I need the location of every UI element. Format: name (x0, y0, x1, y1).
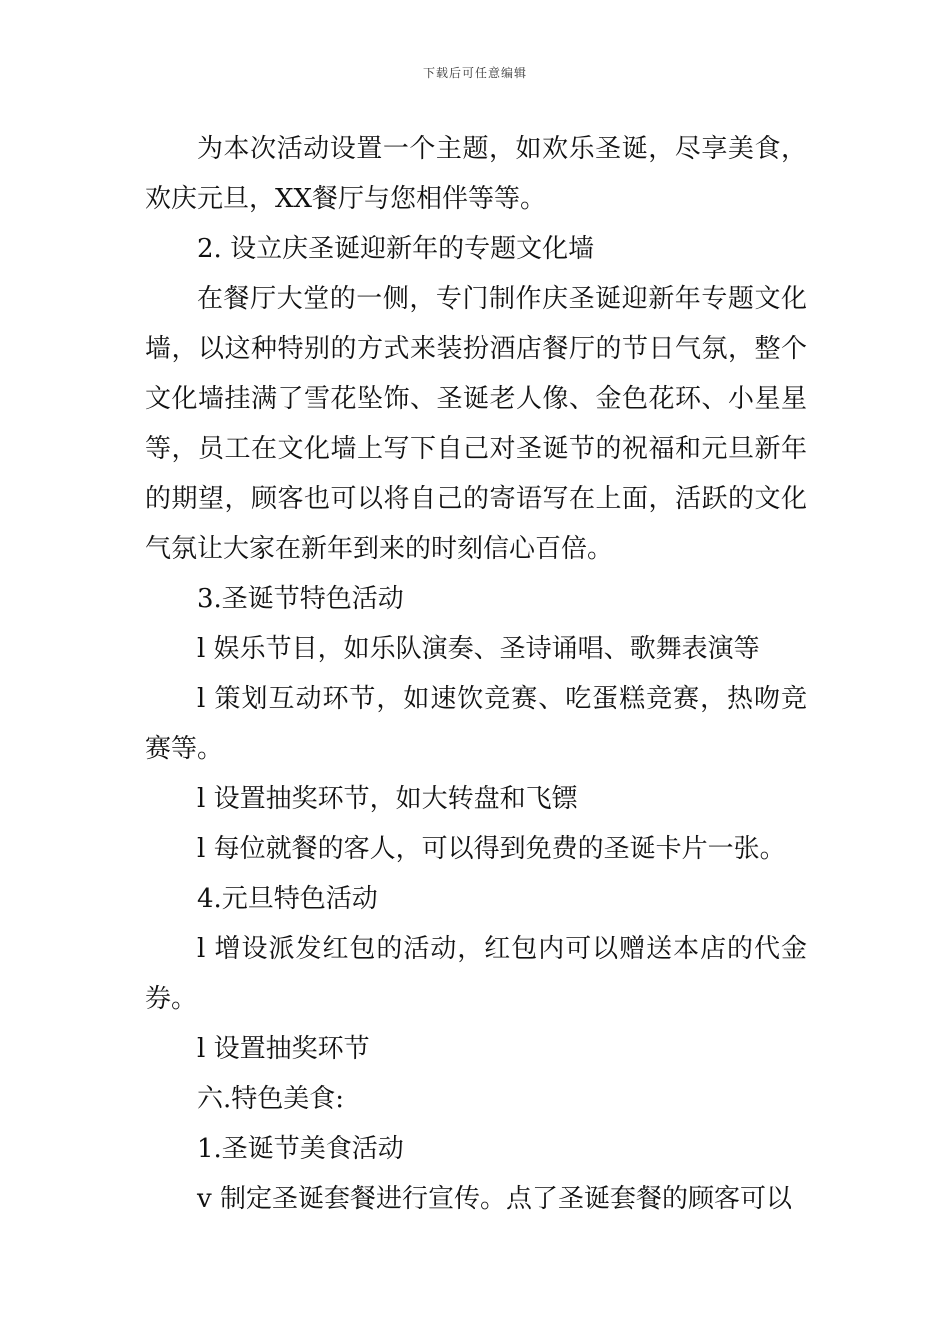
list-item-new-year-lottery: l 设置抽奖环节 (197, 1034, 370, 1064)
paragraph-culture-wall: 在餐厅大堂的一侧，专门制作庆圣诞迎新年专题文化墙，以这种特别的方式来装扮酒店餐厅的节日气氛，整个文化墙挂满了雪花坠饰、圣诞老人像、金色花环、小星星等，员工在文化墙上写下自己对圣诞节的祝福和元旦新年的期望，顾客也可以将自己的寄语写在上面，活跃的文化气氛让大家在新年到来的时刻信心百倍。 (145, 284, 807, 564)
heading-special-food: 六.特色美食: (197, 1084, 345, 1114)
heading-new-year-activities: 4.元旦特色活动 (197, 884, 378, 914)
list-item-red-envelope: l 增设派发红包的活动，红包内可以赠送本店的代金券。 (145, 934, 807, 1014)
list-item-entertainment: l 娱乐节目，如乐队演奏、圣诗诵唱、歌舞表演等 (197, 634, 760, 664)
paragraph-theme: 为本次活动设置一个主题，如欢乐圣诞，尽享美食，欢庆元旦，XX餐厅与您相伴等等。 (145, 134, 807, 214)
list-item-christmas-set-meal: v 制定圣诞套餐进行宣传。点了圣诞套餐的顾客可以 (197, 1184, 792, 1214)
page-header-note: 下载后可任意编辑 (422, 66, 527, 80)
heading-culture-wall: 2. 设立庆圣诞迎新年的专题文化墙 (197, 234, 595, 264)
document-body (145, 124, 807, 1224)
list-item-lottery: l 设置抽奖环节，如大转盘和飞镖 (197, 784, 578, 814)
list-item-christmas-card: l 每位就餐的客人，可以得到免费的圣诞卡片一张。 (197, 834, 786, 864)
list-item-interaction: l 策划互动环节，如速饮竞赛、吃蛋糕竞赛，热吻竞赛等。 (145, 684, 807, 764)
heading-christmas-activities: 3.圣诞节特色活动 (197, 584, 404, 614)
heading-christmas-food: 1.圣诞节美食活动 (197, 1134, 404, 1164)
